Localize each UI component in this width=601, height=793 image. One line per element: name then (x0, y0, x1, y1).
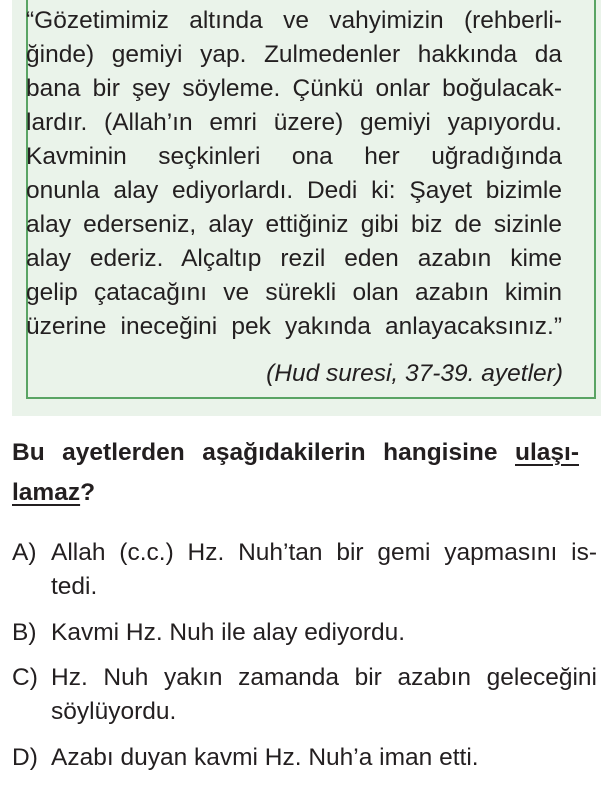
option-text: Kavmi Hz. Nuh ile alay ediyordu. (51, 619, 406, 646)
option-d[interactable] (12, 741, 479, 775)
option-letter: B) (12, 619, 37, 646)
passage-line: bana bir şey söyleme. Çünkü onlar boğulacak- (26, 75, 562, 102)
option-letter: D) (12, 744, 38, 771)
option-b[interactable] (12, 616, 405, 650)
option-text: Hz. Nuh yakın zamanda bir azabın geleceğini (51, 664, 597, 691)
option-text: Azabı duyan kavmi Hz. Nuh’a iman etti. (51, 744, 479, 771)
question-stem (12, 436, 579, 470)
passage-line: üzerine ineceğini pek yakında anlayacaksınız.” (26, 313, 562, 340)
passage-line: ğinde) gemiyi yap. Zulmedenler hakkında da (26, 41, 562, 68)
passage-line: alay ederseniz, alay ettiğiniz gibi biz de sizinle (26, 211, 562, 238)
option-a[interactable] (12, 536, 597, 570)
passage-citation: (Hud suresi, 37-39. ayetler) (266, 360, 563, 387)
option-a-continued: tedi. (51, 573, 98, 600)
option-text: Allah (c.c.) Hz. Nuh’tan bir gemi yapmasını is- (51, 539, 597, 566)
passage-line: gelip çatacağını ve sürekli olan azabın kimin (26, 279, 562, 306)
option-letter: C) (12, 664, 38, 691)
option-c[interactable] (12, 661, 597, 695)
passage-line: Kavminin seçkinleri ona her uğradığında (26, 143, 562, 170)
question-suffix: ? (80, 479, 96, 506)
passage-line: “Gözetimimiz altında ve vahyimizin (rehberli- (26, 7, 562, 34)
option-c-continued: söylüyordu. (51, 698, 177, 725)
question-emphasis: lamaz (12, 479, 81, 506)
question-stem-continued (12, 476, 95, 510)
question-prefix: Bu ayetlerden aşağıdakilerin hangisine (12, 439, 515, 466)
passage-line: alay ederiz. Alçaltıp rezil eden azabın kime (26, 245, 562, 272)
passage-line: onunla alay ediyorlardı. Dedi ki: Şayet bizimle (26, 177, 562, 204)
passage-line: lardır. (Allah’ın emri üzere) gemiyi yapıyordu. (26, 109, 562, 136)
option-letter: A) (12, 539, 37, 566)
question-emphasis: ulaşı- (515, 439, 579, 466)
